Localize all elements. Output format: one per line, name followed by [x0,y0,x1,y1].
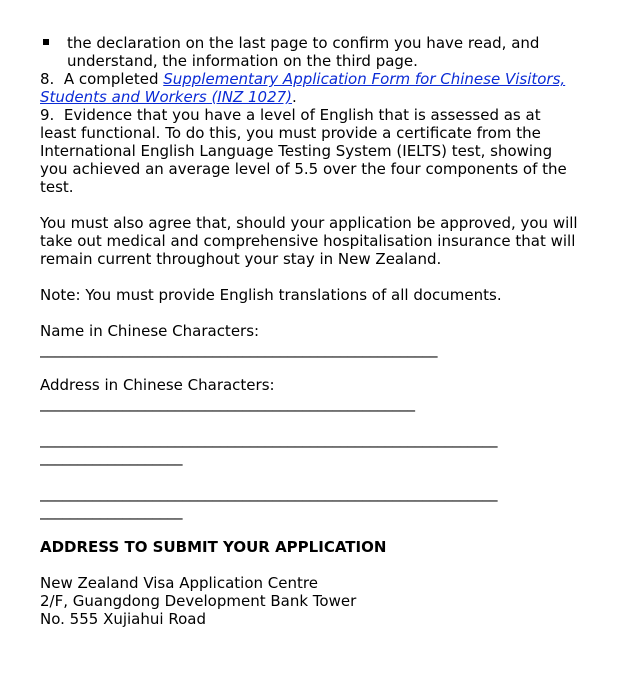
spacer [40,304,600,322]
spacer [40,412,600,430]
bullet-list-item [40,34,600,70]
item-8-line-2 [40,88,600,106]
bullet-text-line-2: understand, the information on the third page. [67,52,418,70]
submission-address [40,574,600,628]
name-field-label: Name in Chinese Characters: [40,322,260,340]
item-8 [40,70,600,106]
supplementary-form-link-part-2[interactable]: Students and Workers (INZ 1027) [40,88,293,106]
document-body [40,34,600,628]
item-8-suffix: . [292,88,297,106]
bullet-text-line-1: the declaration on the last page to confirm you have read, and [67,34,540,52]
item-8-prefix: 8. A completed [40,70,164,88]
item-9-line-4: you achieved an average level of 5.5 over the four components of the [40,160,567,178]
insurance-line-1: You must also agree that, should your application be approved, you will [40,214,578,232]
spacer [40,520,600,538]
address-blank-line-3b: ___________________ [40,502,183,520]
item-9-line-2: least functional. To do this, you must provide a certificate from the [40,124,541,142]
item-9 [40,106,600,196]
address-blank-line-1: __________________________________________________ [40,394,415,412]
address-line-1: New Zealand Visa Application Centre [40,574,318,592]
spacer [40,196,600,214]
insurance-paragraph [40,214,600,268]
supplementary-form-link-part-1[interactable]: Supplementary Application Form for Chinese Visitors, [163,70,566,88]
item-9-line-1: 9. Evidence that you have a level of English that is assessed as at [40,106,541,124]
name-blank-line: _____________________________________________________ [40,340,438,358]
item-8-line-1 [40,70,600,88]
address-line-3: No. 555 Xujiahui Road [40,610,206,628]
spacer [40,358,600,376]
address-line-2: 2/F, Guangdong Development Bank Tower [40,592,357,610]
insurance-line-2: take out medical and comprehensive hospitalisation insurance that will [40,232,576,250]
spacer [40,466,600,484]
item-9-line-3: International English Language Testing System (IELTS) test, showing [40,142,553,160]
square-bullet-icon [43,39,49,45]
address-blank-line-3a: _____________________________________________________________ [40,484,498,502]
submit-section-heading: ADDRESS TO SUBMIT YOUR APPLICATION [40,538,387,556]
translation-note: Note: You must provide English translations of all documents. [40,286,502,304]
address-blank-line-2a: _____________________________________________________________ [40,430,498,448]
insurance-line-3: remain current throughout your stay in New Zealand. [40,250,442,268]
item-9-line-5: test. [40,178,74,196]
spacer [40,268,600,286]
address-field-label: Address in Chinese Characters: [40,376,275,394]
spacer [40,556,600,574]
address-blank-line-2b: ___________________ [40,448,183,466]
